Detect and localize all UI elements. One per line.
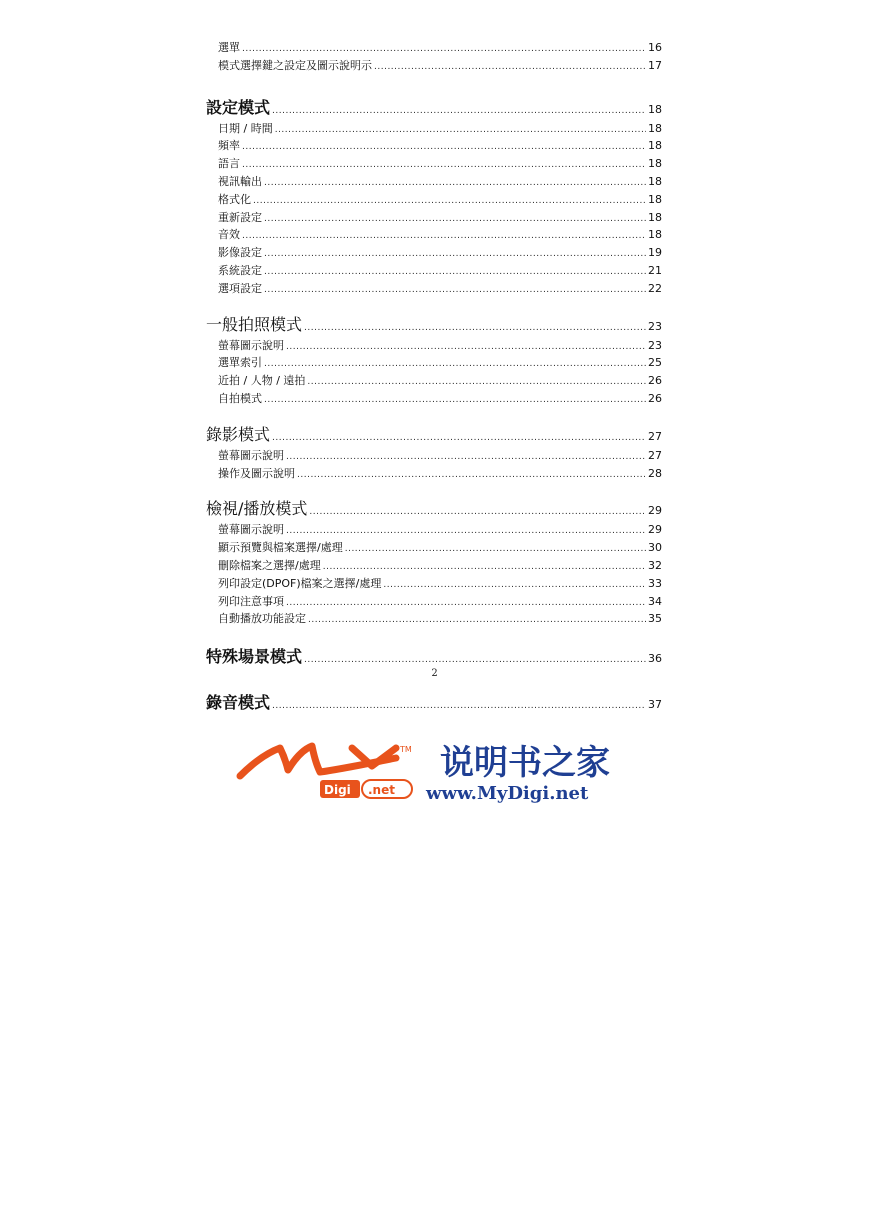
toc-page: 27 — [648, 448, 662, 462]
toc-section-scene-mode[interactable] — [206, 647, 662, 670]
toc-leader — [272, 101, 646, 121]
toc-page: 17 — [648, 58, 662, 72]
toc-section-audio-mode[interactable] — [206, 693, 662, 716]
toc-label: 近拍 / 人物 / 遠拍 — [218, 374, 306, 388]
toc-leader — [286, 450, 646, 466]
toc-leader — [242, 158, 646, 174]
toc-leader — [264, 265, 646, 281]
page-number: 2 — [431, 668, 438, 679]
toc-page: 18 — [648, 228, 662, 242]
toc-row-mode-keys[interactable] — [206, 58, 662, 76]
toc-row[interactable] — [206, 263, 662, 281]
my-swoosh — [240, 746, 396, 776]
toc-leader — [264, 247, 646, 263]
toc-page: 18 — [648, 157, 662, 171]
toc-row-menu[interactable] — [206, 40, 662, 58]
toc-row[interactable] — [206, 594, 662, 612]
toc-leader — [286, 596, 646, 612]
toc-label: 刪除檔案之選擇/處理 — [218, 558, 321, 572]
toc-page: 28 — [648, 466, 662, 480]
toc-page: 34 — [648, 594, 662, 608]
toc-row[interactable] — [206, 466, 662, 484]
toc-leader — [242, 42, 646, 58]
toc-leader — [264, 357, 646, 373]
toc-label: 選單索引 — [218, 356, 262, 370]
toc-leader — [323, 560, 646, 576]
toc-page: 22 — [648, 281, 662, 295]
toc-page: 35 — [648, 612, 662, 626]
toc-label: 螢幕圖示說明 — [218, 448, 284, 462]
toc-page: 30 — [648, 541, 662, 555]
toc-label: 操作及圖示說明 — [218, 466, 295, 480]
toc-label: 視訊輸出 — [218, 174, 262, 188]
toc-row[interactable] — [206, 448, 662, 466]
toc-leader — [304, 318, 646, 338]
toc-leader — [242, 140, 646, 156]
toc-row[interactable] — [206, 540, 662, 558]
toc-page: 26 — [648, 374, 662, 388]
toc-row[interactable] — [206, 121, 662, 139]
site-chinese-name: 说明书之家 — [440, 743, 610, 783]
site-url: www.MyDigi.net — [426, 783, 589, 804]
toc-section-label: 檢視/播放模式 — [206, 499, 308, 519]
toc-leader — [297, 468, 646, 484]
toc-leader — [272, 428, 646, 448]
toc-page: 27 — [648, 429, 662, 443]
toc-leader — [264, 176, 646, 192]
toc-leader — [264, 212, 646, 228]
toc-leader — [275, 123, 646, 139]
toc-row[interactable] — [206, 174, 662, 192]
toc-row[interactable] — [206, 391, 662, 409]
toc-page: 26 — [648, 391, 662, 405]
toc-label: 重新設定 — [218, 210, 262, 224]
toc-label: 選項設定 — [218, 281, 262, 295]
toc-row[interactable] — [206, 138, 662, 156]
toc-label: 模式選擇鍵之設定及圖示說明示 — [218, 58, 372, 72]
toc-page: 23 — [648, 319, 662, 333]
toc-leader — [242, 229, 646, 245]
toc-page: 33 — [648, 576, 662, 590]
toc-page: 23 — [648, 338, 662, 352]
toc-page: 18 — [648, 102, 662, 116]
toc-label: 格式化 — [218, 192, 251, 206]
toc-leader — [374, 60, 646, 76]
toc-leader — [264, 393, 646, 409]
toc-row[interactable] — [206, 245, 662, 263]
toc-section-label: 設定模式 — [206, 97, 271, 117]
toc-page: 32 — [648, 558, 662, 572]
toc-leader — [264, 283, 646, 299]
toc-section-label: 錄音模式 — [206, 693, 271, 713]
toc-label: 顯示預覽與檔案選擇/處理 — [218, 541, 343, 555]
toc-section-label: 一般拍照模式 — [206, 314, 303, 334]
toc-label: 頻率 — [218, 139, 240, 153]
toc-page: 18 — [648, 121, 662, 135]
toc-section-video-mode[interactable] — [206, 425, 662, 448]
mydigi-logo — [236, 736, 636, 808]
toc-label: 螢幕圖示說明 — [218, 338, 284, 352]
digi-text: Digi — [324, 783, 351, 797]
toc-leader — [308, 613, 646, 629]
toc-leader — [253, 194, 646, 210]
toc-page: 18 — [648, 139, 662, 153]
toc-section-playback-mode[interactable] — [206, 499, 662, 522]
toc-section-label: 錄影模式 — [206, 424, 271, 444]
toc-section-setup-mode[interactable] — [206, 98, 662, 121]
toc-leader — [383, 578, 646, 594]
net-text: .net — [368, 783, 395, 797]
toc-row[interactable] — [206, 611, 662, 629]
toc-label: 語言 — [218, 157, 240, 171]
toc-row[interactable] — [206, 192, 662, 210]
toc-leader — [309, 502, 646, 522]
toc-leader — [286, 524, 646, 540]
toc-page: 37 — [648, 698, 662, 712]
toc-section-label: 特殊場景模式 — [206, 647, 303, 667]
toc-label: 音效 — [218, 228, 240, 242]
toc-row[interactable] — [206, 210, 662, 228]
toc-page: 16 — [648, 41, 662, 54]
toc-row[interactable] — [206, 373, 662, 391]
toc-page: 36 — [648, 652, 662, 666]
toc-page: 25 — [648, 356, 662, 370]
toc-page: 18 — [648, 174, 662, 188]
toc-row[interactable] — [206, 522, 662, 540]
toc-label: 螢幕圖示說明 — [218, 523, 284, 537]
toc-leader — [272, 696, 646, 716]
toc-label: 列印設定(DPOF)檔案之選擇/處理 — [218, 576, 382, 590]
tm-mark: TM — [400, 745, 412, 754]
toc-label: 自動播放功能設定 — [218, 612, 306, 626]
toc-row[interactable] — [206, 558, 662, 576]
toc-section-photo-mode[interactable] — [206, 315, 662, 338]
toc-row[interactable] — [206, 227, 662, 245]
toc-label: 列印注意事項 — [218, 594, 284, 608]
toc-row[interactable] — [206, 355, 662, 373]
toc-leader — [307, 375, 646, 391]
toc-leader — [345, 542, 646, 558]
toc-row[interactable] — [206, 156, 662, 174]
toc-label: 自拍模式 — [218, 391, 262, 405]
toc-page: 18 — [648, 192, 662, 206]
table-of-contents — [206, 40, 662, 716]
toc-label: 影像設定 — [218, 246, 262, 260]
toc-page: 29 — [648, 504, 662, 518]
toc-page: 21 — [648, 263, 662, 277]
toc-page: 19 — [648, 246, 662, 260]
toc-row[interactable] — [206, 576, 662, 594]
toc-page: 18 — [648, 210, 662, 224]
toc-page: 29 — [648, 523, 662, 537]
toc-label: 日期 / 時間 — [218, 121, 273, 135]
toc-label: 選單 — [218, 41, 240, 54]
toc-label: 系統設定 — [218, 263, 262, 277]
toc-leader — [286, 340, 646, 356]
toc-row[interactable] — [206, 338, 662, 356]
toc-row[interactable] — [206, 281, 662, 299]
